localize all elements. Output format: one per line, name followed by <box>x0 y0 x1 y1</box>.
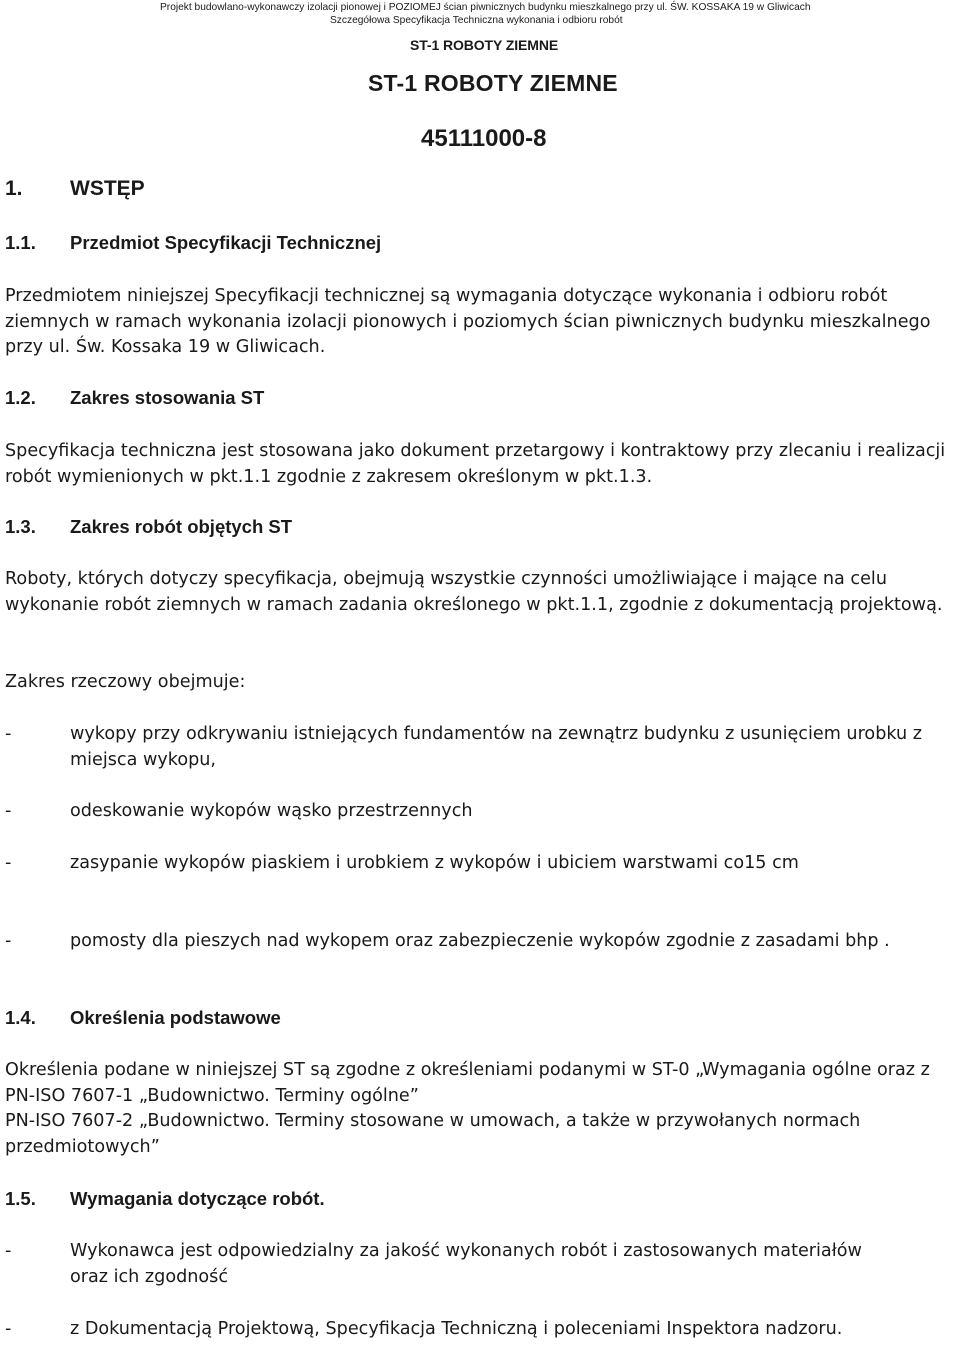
list-item <box>5 1317 957 1343</box>
list-item <box>5 929 957 955</box>
heading-text: Określenia podstawowe <box>70 1007 281 1028</box>
list-dash: - <box>5 853 12 873</box>
list-dash: - <box>5 931 12 951</box>
heading-text: Przedmiot Specyfikacji Technicznej <box>70 232 382 253</box>
cpv-code: 45111000-8 <box>421 125 547 152</box>
list-item <box>5 1239 957 1290</box>
heading-text: WSTĘP <box>70 177 145 200</box>
list-item-text: pomosty dla pieszych nad wykopem oraz zabezpieczenie wykopów zgodnie z zasadami bhp . <box>70 931 890 951</box>
paragraph-subject: Przedmiotem niniejszej Specyfikacji technicznej są wymagania dotyczące wykonania i odbioru robót ziemnych w ramach wykonania izolacji pionowych i poziomych ścian piwnicznych budynku mieszkalnego przy ul. Św. Kossaka 19 w Gliwicach. <box>5 286 931 357</box>
header-spec-line: Szczegółowa Specyfikacja Techniczna wykonania i odbioru robót <box>330 15 623 26</box>
heading-1-2 <box>5 387 264 409</box>
list-item <box>5 799 957 825</box>
list-dash: - <box>5 724 12 744</box>
list-item <box>5 722 957 773</box>
scope-label: Zakres rzeczowy obejmuje: <box>5 672 246 692</box>
heading-number: 1. <box>5 177 23 200</box>
heading-1 <box>5 177 145 201</box>
list-dash: - <box>5 1319 12 1339</box>
list-dash: - <box>5 1241 12 1261</box>
list-item-text: zasypanie wykopów piaskiem i urobkiem z wykopów i ubiciem warstwami co15 cm <box>70 853 799 873</box>
heading-1-3 <box>5 516 292 538</box>
paragraph-works-scope: Roboty, których dotyczy specyfikacja, obejmują wszystkie czynności umożliwiające i mające na celu wykonanie robót ziemnych w ramach zadania określonego w pkt.1.1, zgodnie z dokumentacją projektową. <box>5 569 943 615</box>
heading-number: 1.4. <box>5 1007 36 1028</box>
heading-text: Wymagania dotyczące robót. <box>70 1188 325 1209</box>
section-code: ST-1 ROBOTY ZIEMNE <box>410 37 559 53</box>
heading-number: 1.2. <box>5 387 36 408</box>
header-project-line: Projekt budowlano-wykonawczy izolacji pionowej i POZIOMEJ ścian piwnicznych budynku mieszkalnego przy ul. ŚW. KOSSAKA 19 w Gliwicach <box>160 2 811 13</box>
page-header <box>160 1 960 27</box>
list-item-text: Wykonawca jest odpowiedzialny za jakość wykonanych robót i zastosowanych materiałów oraz ich zgodność <box>70 1241 862 1287</box>
heading-text: Zakres robót objętych ST <box>70 516 293 537</box>
paragraph-scope-of-use: Specyfikacja techniczna jest stosowana jako dokument przetargowy i kontraktowy przy zlecaniu i realizacji robót wymienionych w pkt.1.1 zgodnie z zakresem określonym w pkt.1.3. <box>5 441 946 487</box>
paragraph-definitions: Określenia podane w niniejszej ST są zgodne z określeniami podanymi w ST-0 „Wymagania ogólne oraz z PN-ISO 7607-1 „Budownictwo. Terminy ogólne” <box>5 1060 930 1106</box>
list-dash: - <box>5 801 12 821</box>
heading-number: 1.5. <box>5 1188 36 1209</box>
heading-number: 1.1. <box>5 232 36 253</box>
paragraph-definitions-cont: PN-ISO 7607-2 „Budownictwo. Terminy stosowane w umowach, a także w przywołanych normach przedmiotowych” <box>5 1111 861 1157</box>
heading-1-4 <box>5 1007 281 1029</box>
heading-text: Zakres stosowania ST <box>70 387 265 408</box>
heading-number: 1.3. <box>5 516 36 537</box>
list-item <box>5 851 957 877</box>
list-item-text: wykopy przy odkrywaniu istniejących fundamentów na zewnątrz budynku z usunięciem urobku z miejsca wykopu, <box>70 724 922 770</box>
heading-1-5 <box>5 1188 325 1210</box>
heading-1-1 <box>5 232 381 254</box>
list-item-text: odeskowanie wykopów wąsko przestrzennych <box>70 801 473 821</box>
list-item-text: z Dokumentacją Projektową, Specyfikacja Techniczną i poleceniami Inspektora nadzoru. <box>70 1319 843 1339</box>
page-title: ST-1 ROBOTY ZIEMNE <box>368 70 618 96</box>
